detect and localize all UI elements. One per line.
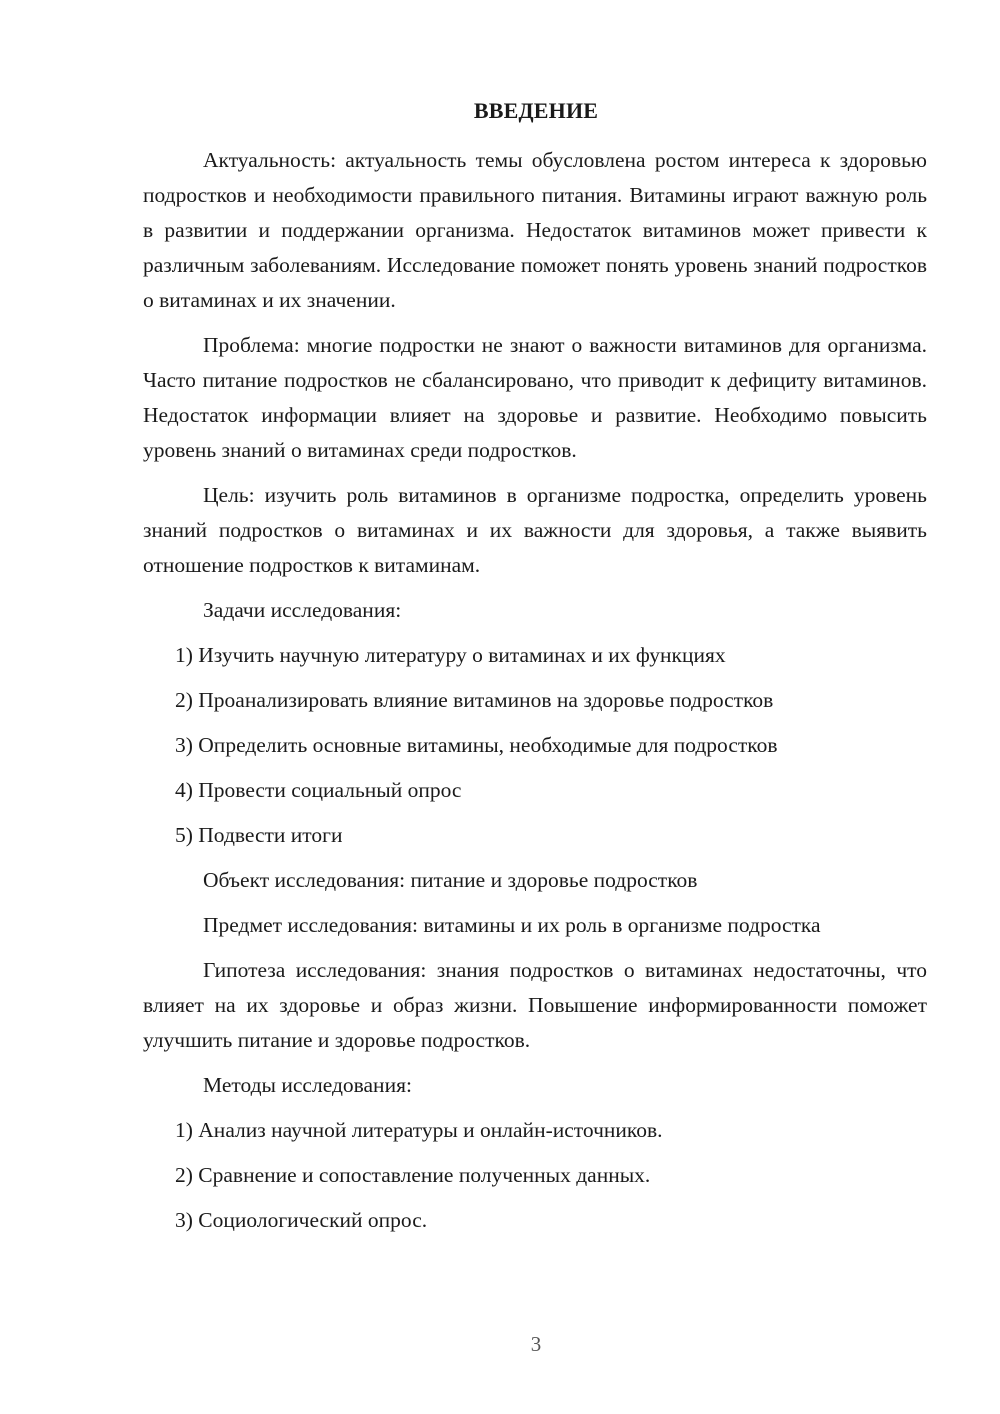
list-item: 4) Провести социальный опрос	[175, 778, 462, 802]
methods-list	[143, 1113, 927, 1238]
tasks-list	[143, 638, 927, 853]
page-title: ВВЕДЕНИЕ	[473, 98, 599, 123]
list-item: 5) Подвести итоги	[175, 823, 343, 847]
research-object: Объект исследования: питание и здоровье подростков	[203, 868, 698, 892]
tasks-heading: Задачи исследования:	[203, 598, 402, 622]
relevance-paragraph: Актуальность: актуальность темы обусловлена ростом интереса к здоровью подростков и необходимости правильного питания. Витамины играют важную роль в развитии и поддержании организма. Недостаток витаминов может привести к различным заболеваниям. Исследование поможет понять уровень знаний подростков о витаминах и их значении.	[143, 148, 927, 312]
hypothesis-paragraph: Гипотеза исследования: знания подростков о витаминах недостаточны, что влияет на их здоровье и образ жизни. Повышение информированности поможет улучшить питание и здоровье подростков.	[143, 958, 927, 1052]
list-item: 3) Социологический опрос.	[175, 1208, 428, 1232]
problem-paragraph: Проблема: многие подростки не знают о важности витаминов для организма. Часто питание подростков не сбалансировано, что приводит к дефициту витаминов. Недостаток информации влияет на здоровье и развитие. Необходимо повысить уровень знаний о витаминах среди подростков.	[143, 333, 927, 462]
methods-heading: Методы исследования:	[203, 1073, 412, 1097]
list-item: 3) Определить основные витамины, необходимые для подростков	[175, 733, 778, 757]
list-item: 2) Проанализировать влияние витаминов на здоровье подростков	[175, 688, 774, 712]
research-subject: Предмет исследования: витамины и их роль в организме подростка	[203, 913, 821, 937]
goal-paragraph: Цель: изучить роль витаминов в организме подростка, определить уровень знаний подростков о витаминах и их важности для здоровья, а также выявить отношение подростков к витаминам.	[143, 483, 927, 577]
list-item: 1) Изучить научную литературу о витаминах и их функциях	[175, 643, 726, 667]
list-item: 1) Анализ научной литературы и онлайн-источников.	[175, 1118, 663, 1142]
list-item: 2) Сравнение и сопоставление полученных данных.	[175, 1163, 651, 1187]
page-number: 3	[530, 1332, 542, 1356]
document-body	[143, 143, 927, 1248]
